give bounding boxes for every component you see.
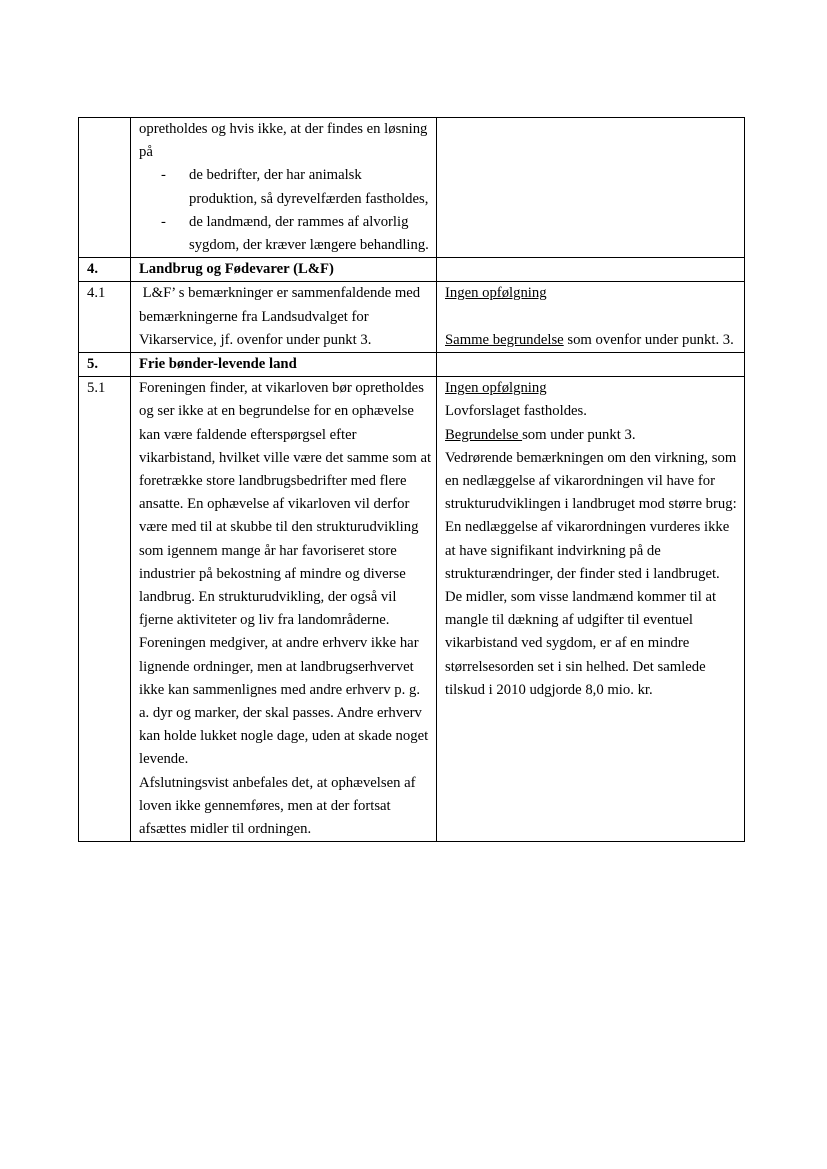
comment-paragraph: Foreningen finder, at vikarloven bør opretholdes og ser ikke at en begrundelse for en ophævelse kan være faldende efterspørgsel efter vikarbistand, hvilket ville være det samme som at foretrække store landbrugsbedrifter med flere ansatte. En ophævelse af vikarloven vil derfor være med til at skubbe til den strukturudvikling som igennem mange år har favoriseret store industrier på bekostning af mindre og diverse landbrug. En strukturudvikling, der også vil fjerne aktiviteter og liv fra landområderne.: [139, 380, 432, 629]
response-cell: [437, 353, 745, 377]
table-row: [79, 282, 745, 353]
comment-paragraph: Foreningen medgiver, at andre erhverv ikke har lignende ordninger, men at landbrugserhvervet ikke kan sammenlignes med andre erhverv p. g. a. dyr og marker, der skal passes. Andre erhverv kan holde lukket nogle dage, uden at skade noget levende.: [139, 635, 429, 768]
comment-text: opretholdes og hvis ikke, at der findes en løsning på: [139, 121, 428, 161]
comment-text: L&F’ s bemærkninger er sammenfaldende med bemærkningerne fra Landsudvalget for Vikarservice, jf. ovenfor under punkt 3.: [139, 285, 424, 348]
response-cell: [437, 282, 745, 353]
hearing-table: [78, 117, 745, 842]
row-number: 4.1: [79, 282, 131, 353]
list-item: - de bedrifter, der har animalsk produktion, så dyrevelfærden fastholdes,: [139, 164, 432, 210]
comment-cell: [131, 282, 437, 353]
response-reason-label: Samme begrundelse: [445, 331, 564, 348]
section-header-row: [79, 258, 745, 282]
section-number: 5.: [79, 353, 131, 377]
section-title: Frie bønder-levende land: [131, 353, 437, 377]
response-cell: [437, 118, 745, 258]
response-cell: [437, 377, 745, 842]
response-cell: [437, 258, 745, 282]
response-body: Vedrørende bemærkningen om den virkning, som en nedlæggelse af vikarordningen vil have for strukturudviklingen i landbruget mod større brug: En nedlæggelse af vikarordningen vurderes ikke at have signifikant indvirkning på de strukturændringer, der finder sted i landbruget. De midler, som visse landmænd kommer til at mangle til dækning af udgifter til eventuel vikarbistand ved sygdom, er af en mindre størrelsesorden set i sin helhed. Det samlede tilskud i 2010 udgjorde 8,0 mio. kr.: [445, 449, 737, 698]
response-status: Ingen opfølgning: [445, 380, 547, 397]
response-status: Ingen opfølgning: [445, 285, 547, 302]
response-line: Lovforslaget fastholdes.: [445, 403, 587, 420]
comment-cell: [131, 377, 437, 842]
dash-list: [139, 164, 432, 257]
list-item: - de landmænd, der rammes af alvorlig sygdom, der kræver længere behandling.: [139, 211, 432, 257]
table-row: [79, 377, 745, 842]
section-title: Landbrug og Fødevarer (L&F): [131, 258, 437, 282]
section-number: 4.: [79, 258, 131, 282]
response-reason-text: som under punkt 3.: [522, 426, 636, 443]
comment-cell: [131, 118, 437, 258]
table-row: [79, 118, 745, 258]
section-header-row: [79, 353, 745, 377]
row-number: 5.1: [79, 377, 131, 842]
response-reason-label: Begrundelse: [445, 426, 523, 443]
row-number-cell: [79, 118, 131, 258]
response-reason-text: som ovenfor under punkt. 3.: [563, 331, 734, 348]
comment-paragraph: Afslutningsvist anbefales det, at ophævelsen af loven ikke gennemføres, men at der fortsat afsættes midler til ordningen.: [139, 774, 416, 838]
